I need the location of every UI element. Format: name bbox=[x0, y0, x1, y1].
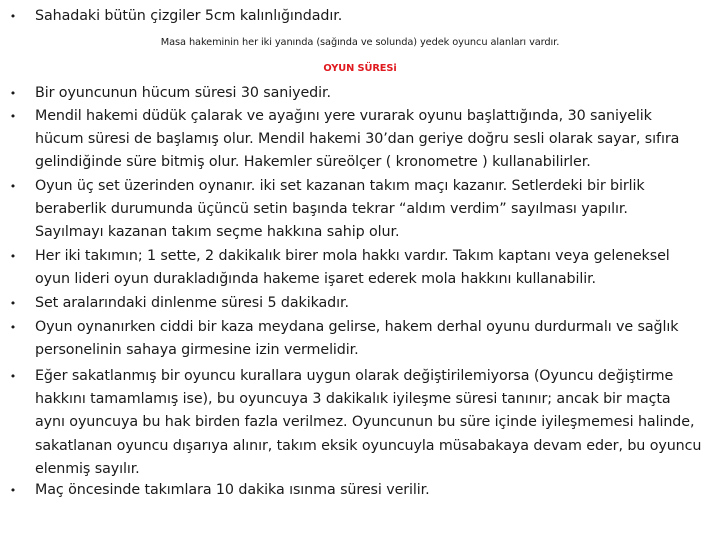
section-title: OYUN SÜRESi bbox=[323, 63, 397, 74]
text-line: gelindiğinde süre bitmiş olur. Hakemler süreölçer ( kronometre ) kullanabilirler. bbox=[35, 154, 591, 171]
bullet-icon: • bbox=[9, 321, 17, 334]
text-line: Eğer sakatlanmış bir oyuncu kurallara uygun olarak değiştirilemiyorsa (Oyuncu değiştirme bbox=[35, 368, 674, 384]
text-line: Sayılmayı kazanan takım seçme hakkına sahip olur. bbox=[35, 224, 400, 241]
list-item-text bbox=[35, 5, 717, 28]
text-line: elenmiş sayılır. bbox=[35, 460, 140, 477]
list-item-text bbox=[35, 292, 717, 315]
list-item-text bbox=[35, 316, 717, 362]
bullet-icon: • bbox=[9, 110, 17, 123]
list-item-text bbox=[35, 365, 717, 481]
text-line: Oyun üç set üzerinden oynanır. iki set kazanan takım maçı kazanır. Setlerdeki bir birlik bbox=[35, 178, 645, 194]
text-line: Oyun oynanırken ciddi bir kaza meydana gelirse, hakem derhal oyunu durdurmalı ve sağlık bbox=[35, 319, 679, 335]
list-item-text bbox=[35, 479, 717, 502]
list-item-text bbox=[35, 105, 717, 175]
text-line: Mendil hakemi düdük çalarak ve ayağını yere vurarak oyunu başlattığında, 30 saniyelik bbox=[35, 108, 652, 124]
text-line: Set aralarındaki dinlenme süresi 5 dakikadır. bbox=[35, 295, 349, 311]
bullet-icon: • bbox=[9, 484, 17, 497]
text-line: sakatlanan oyuncu dışarıya alınır, takım eksik oyuncuyla müsabakaya devam eder, bu oyuncu bbox=[35, 437, 702, 454]
intro-text: Sahadaki bütün çizgiler 5cm kalınlığındadır. bbox=[35, 8, 343, 24]
bullet-icon: • bbox=[9, 10, 17, 23]
text-line: hücum süresi de başlamış olur. Mendil hakemi 30’dan geriye doğru sesli olarak sayar, sıfıra bbox=[35, 131, 680, 148]
list-item-text bbox=[35, 245, 717, 291]
bullet-icon: • bbox=[9, 250, 17, 263]
list-item-text bbox=[35, 175, 717, 245]
text-line: beraberlik durumunda üçüncü setin başında tekrar “aldım verdim” sayılması yapılır. bbox=[35, 201, 628, 218]
bullet-icon: • bbox=[9, 180, 17, 193]
text-line: Maç öncesinde takımlara 10 dakika ısınma süresi verilir. bbox=[35, 482, 430, 498]
text-line: Bir oyuncunun hücum süresi 30 saniyedir. bbox=[35, 85, 331, 101]
bullet-icon: • bbox=[9, 370, 17, 383]
text-line: aynı oyuncuya bu hak birden fazla verilmez. Oyuncunun bu süre içinde iyileşmemesi halinde, bbox=[35, 414, 695, 431]
text-line: hakkını tamamlamış ise), bu oyuncuya 3 dakikalık iyileşme süresi tanınır; ancak bir maçta bbox=[35, 391, 671, 408]
text-line: Her iki takımın; 1 sette, 2 dakikalık birer mola hakkı vardır. Takım kaptanı veya geleneksel bbox=[35, 248, 670, 264]
bullet-icon: • bbox=[9, 297, 17, 310]
list-item-text bbox=[35, 82, 717, 105]
bullet-icon: • bbox=[9, 87, 17, 100]
text-line: oyun lideri oyun durakladığında hakeme işaret ederek mola hakkını kullanabilir. bbox=[35, 271, 596, 288]
intro-subline: Masa hakeminin her iki yanında (sağında ve solunda) yedek oyuncu alanları vardır. bbox=[160, 37, 560, 48]
text-line: personelinin sahaya girmesine izin vermelidir. bbox=[35, 342, 359, 359]
